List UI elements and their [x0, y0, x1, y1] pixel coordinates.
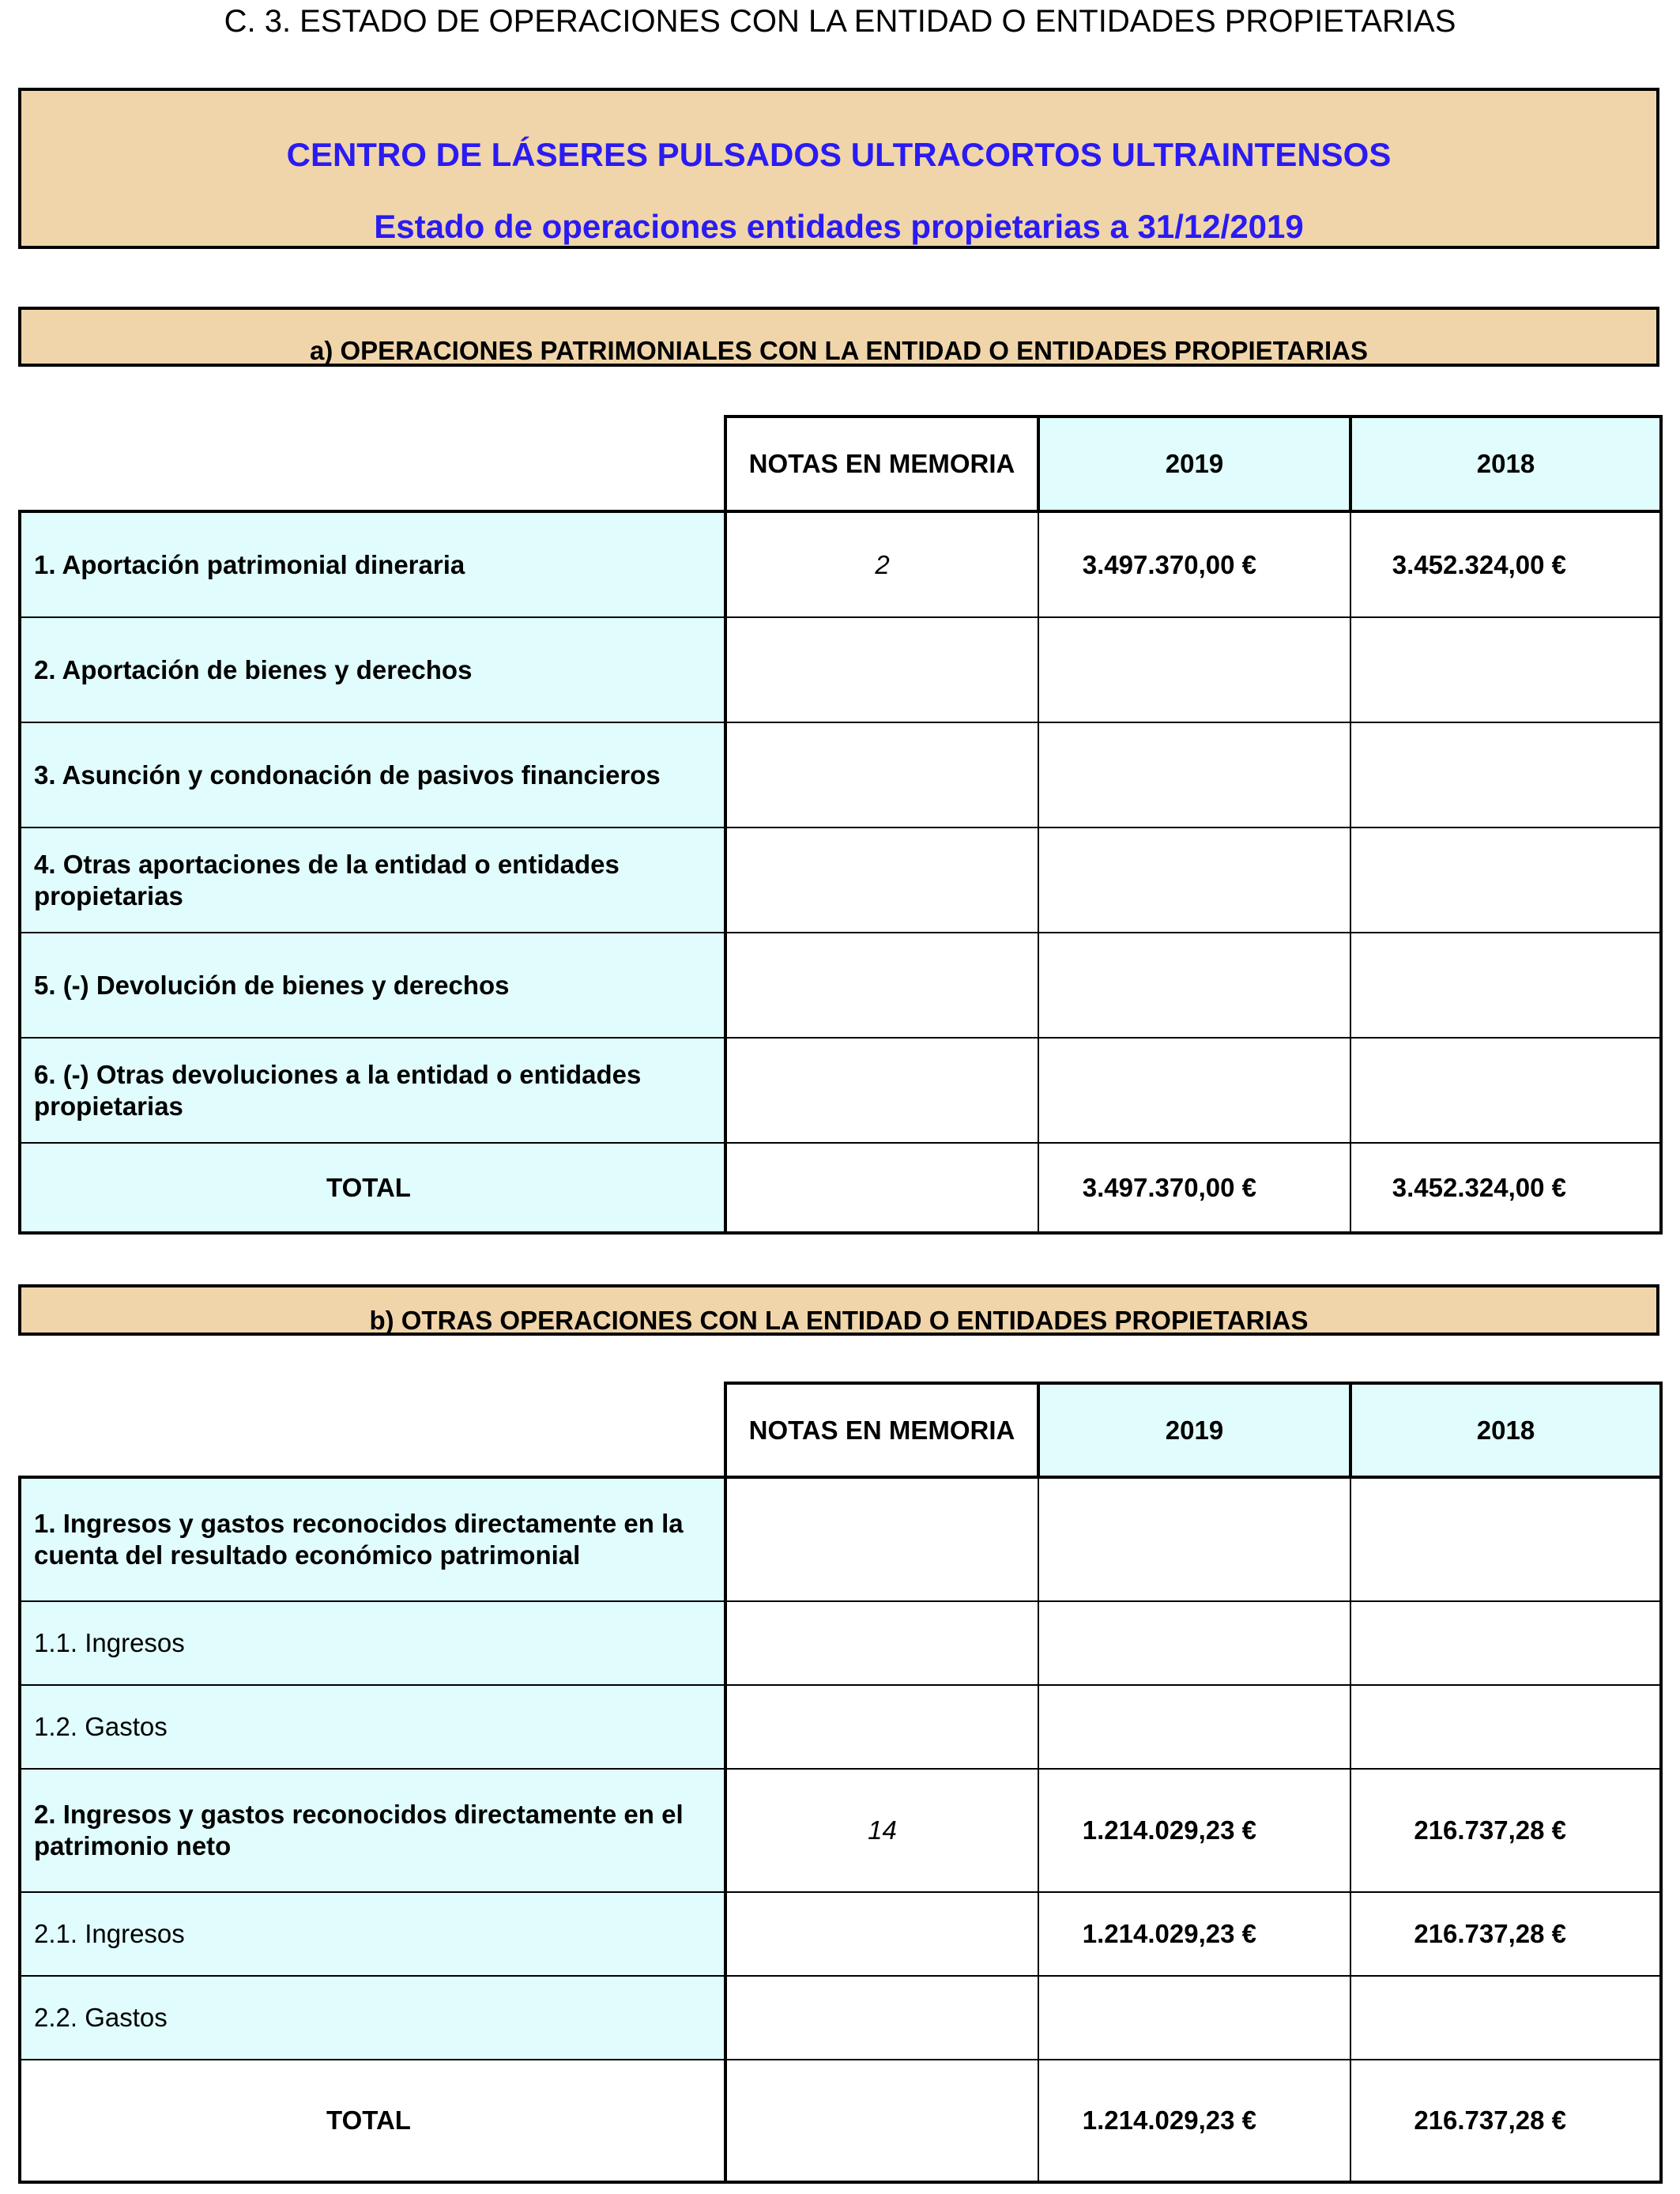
row-value-2019 — [1038, 1601, 1350, 1685]
row-value-2019: 1.214.029,23 € — [1038, 1769, 1350, 1892]
section-a-header — [18, 307, 1659, 367]
table-row — [20, 511, 1661, 617]
total-label: TOTAL — [20, 1143, 725, 1233]
row-note — [725, 1477, 1038, 1601]
total-value-2019: 1.214.029,23 € — [1038, 2060, 1350, 2182]
row-label: 2.2. Gastos — [20, 1976, 725, 2060]
row-value-2019 — [1038, 617, 1350, 722]
total-value-2019: 3.497.370,00 € — [1038, 1143, 1350, 1233]
total-value-2018: 216.737,28 € — [1350, 2060, 1661, 2182]
section-b-table — [18, 1382, 1663, 2184]
row-label: 2.1. Ingresos — [20, 1892, 725, 1976]
row-value-2018 — [1350, 1976, 1661, 2060]
section-b-title: b) OTRAS OPERACIONES CON LA ENTIDAD O ENTIDADES PROPIETARIAS — [369, 1306, 1309, 1335]
row-value-2019 — [1038, 722, 1350, 827]
row-value-2018: 216.737,28 € — [1350, 1769, 1661, 1892]
total-note — [725, 2060, 1038, 2182]
row-label: 1. Aportación patrimonial dineraria — [20, 511, 725, 617]
row-label: 4. Otras aportaciones de la entidad o entidades propietarias — [20, 827, 725, 933]
col-header-2019: 2019 — [1038, 417, 1350, 511]
table-row — [20, 1976, 1661, 2060]
total-row — [20, 1143, 1661, 1233]
document-title: C. 3. ESTADO DE OPERACIONES CON LA ENTIDAD O ENTIDADES PROPIETARIAS — [224, 4, 1456, 39]
row-value-2019 — [1038, 1685, 1350, 1769]
section-a-title: a) OPERACIONES PATRIMONIALES CON LA ENTIDAD O ENTIDADES PROPIETARIAS — [309, 336, 1369, 365]
table-header-row — [20, 417, 1661, 511]
row-label: 6. (-) Otras devoluciones a la entidad o entidades propietarias — [20, 1038, 725, 1143]
table-row — [20, 1769, 1661, 1892]
row-value-2019 — [1038, 1976, 1350, 2060]
row-label: 1.1. Ingresos — [20, 1601, 725, 1685]
row-label: 3. Asunción y condonación de pasivos financieros — [20, 722, 725, 827]
section-b-header — [18, 1284, 1659, 1336]
row-label: 1. Ingresos y gastos reconocidos directamente en la cuenta del resultado económico patrimonial — [20, 1477, 725, 1601]
row-value-2019 — [1038, 827, 1350, 933]
table-row — [20, 1892, 1661, 1976]
row-value-2018 — [1350, 933, 1661, 1038]
row-value-2019: 1.214.029,23 € — [1038, 1892, 1350, 1976]
total-value-2018: 3.452.324,00 € — [1350, 1143, 1661, 1233]
col-header-2018: 2018 — [1350, 1383, 1661, 1477]
row-label: 2. Ingresos y gastos reconocidos directamente en el patrimonio neto — [20, 1769, 725, 1892]
col-header-notes: NOTAS EN MEMORIA — [725, 417, 1038, 511]
total-note — [725, 1143, 1038, 1233]
row-value-2018 — [1350, 1685, 1661, 1769]
row-value-2019 — [1038, 1477, 1350, 1601]
statement-subtitle: Estado de operaciones entidades propietarias a 31/12/2019 — [374, 208, 1304, 245]
row-note — [725, 617, 1038, 722]
table-row — [20, 617, 1661, 722]
row-label: 5. (-) Devolución de bienes y derechos — [20, 933, 725, 1038]
row-note — [725, 827, 1038, 933]
row-note — [725, 722, 1038, 827]
row-label: 1.2. Gastos — [20, 1685, 725, 1769]
table-header-row — [20, 1383, 1661, 1477]
row-note: 14 — [725, 1769, 1038, 1892]
row-label: 2. Aportación de bienes y derechos — [20, 617, 725, 722]
table-row — [20, 1601, 1661, 1685]
row-note — [725, 1038, 1038, 1143]
table-row — [20, 1685, 1661, 1769]
table-row — [20, 1038, 1661, 1143]
row-value-2018 — [1350, 1038, 1661, 1143]
header-corner — [20, 417, 725, 511]
row-note — [725, 1601, 1038, 1685]
row-value-2018 — [1350, 827, 1661, 933]
total-label: TOTAL — [20, 2060, 725, 2182]
row-note: 2 — [725, 511, 1038, 617]
row-value-2018: 216.737,28 € — [1350, 1892, 1661, 1976]
row-value-2018 — [1350, 1477, 1661, 1601]
total-row — [20, 2060, 1661, 2182]
row-note — [725, 933, 1038, 1038]
table-row — [20, 933, 1661, 1038]
row-note — [725, 1892, 1038, 1976]
row-value-2019 — [1038, 1038, 1350, 1143]
row-value-2018 — [1350, 1601, 1661, 1685]
row-value-2019 — [1038, 933, 1350, 1038]
col-header-2018: 2018 — [1350, 417, 1661, 511]
header-corner — [20, 1383, 725, 1477]
entity-name: CENTRO DE LÁSERES PULSADOS ULTRACORTOS ULTRAINTENSOS — [286, 136, 1392, 173]
row-value-2018 — [1350, 722, 1661, 827]
col-header-notes: NOTAS EN MEMORIA — [725, 1383, 1038, 1477]
row-note — [725, 1976, 1038, 2060]
table-row — [20, 722, 1661, 827]
row-value-2018 — [1350, 617, 1661, 722]
row-note — [725, 1685, 1038, 1769]
row-value-2019: 3.497.370,00 € — [1038, 511, 1350, 617]
col-header-2019: 2019 — [1038, 1383, 1350, 1477]
table-row — [20, 827, 1661, 933]
row-value-2018: 3.452.324,00 € — [1350, 511, 1661, 617]
table-row — [20, 1477, 1661, 1601]
section-a-table — [18, 415, 1663, 1235]
entity-header — [18, 88, 1659, 249]
